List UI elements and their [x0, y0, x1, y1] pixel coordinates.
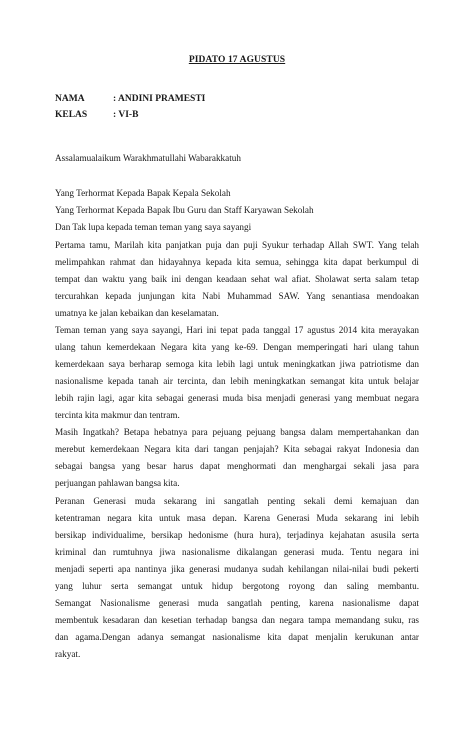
greeting-line: Dan Tak lupa kepada teman teman yang saya sayangi — [55, 222, 252, 232]
body-line: Semangat Nasionalisme generasi muda sangatlah penting, karena nasionalisme dapat — [55, 598, 419, 608]
body-line: merebut kemerdekaan Negara kita dari tangan penjajah? Kita sebagai rakyat Indonesia dan — [55, 444, 419, 454]
document-title: PIDATO 17 AGUSTUS — [188, 55, 286, 65]
body-line: menjadi seperti apa nantinya jika generasi mudanya sudah kehilangan nilai-nilai budi pekerti — [55, 564, 419, 574]
body-line: Teman teman yang saya sayangi, Hari ini tepat pada tanggal 17 agustus 2014 kita merayakan — [55, 325, 419, 335]
body-line: yang luhur serta semangat untuk hidup bergotong royong dan saling membantu. — [55, 581, 419, 591]
body-line: Masih Ingatkah? Betapa hebatnya para pejuang pejuang bangsa dalam mempertahankan dan — [55, 427, 419, 437]
body-line: umatnya ke jalan kebaikan dan keselamatan. — [55, 308, 219, 318]
body-line: Peranan Generasi muda sekarang ini sangatlah penting sekali demi kemajuan dan — [55, 496, 419, 506]
meta-label: NAMA — [55, 94, 85, 104]
meta-row-class — [55, 110, 138, 120]
body-line: tempat dan waktu yang baik ini dengan keadaan sehat wal afiat. Sholawat serta salam tetap — [55, 274, 419, 284]
meta-value: : ANDINI PRAMESTI — [113, 94, 206, 104]
meta-label: KELAS — [55, 110, 88, 120]
meta-value: : VI-B — [113, 110, 139, 120]
body-line: Pertama tamu, Marilah kita panjatkan puja dan puji Syukur terhadap Allah SWT. Yang telah — [55, 240, 419, 250]
meta-row-name — [55, 94, 205, 104]
body-line: tercinta kita makmur dan tentram. — [55, 410, 180, 420]
body-line: ketentraman negara kita untuk masa depan. Karena Generasi Muda sekarang ini lebih — [55, 513, 419, 523]
body-line: rakyat. — [55, 649, 81, 659]
body-line: kriminal dan rumtuhnya jiwa nasionalisme dikalangan generasi muda. Tentu negara ini — [55, 547, 419, 557]
body-line: sebagai bangsa yang besar harus dapat menghormati dan menghargai sekali jasa para — [55, 461, 419, 471]
body-line: bersikap individualime, bersikap hedonisme (hura hura), terjadinya kejahatan asusila serta — [55, 530, 419, 540]
body-line: membentuk kesadaran dan kesetian terhadap bangsa dan negara tampa memandang suku, ras — [55, 615, 419, 625]
body-line: perjuangan pahlawan bangsa kita. — [55, 478, 180, 488]
greeting-line: Yang Terhormat Kepada Bapak Kepala Sekolah — [55, 188, 231, 198]
body-line: lebih rajin lagi, agar kita sebagai generasi muda bisa menjadi generasi yang membuat negara — [55, 393, 419, 403]
body-line: ulang tahun kemerdekaan Negara kita yang ke-69. Dengan memperingati hari ulang tahun — [55, 342, 419, 352]
body-line: kemerdekaan saya berharap semoga kita lebih lagi untuk meningkatkan jiwa patriotisme dan — [55, 359, 419, 369]
greeting-line: Yang Terhormat Kepada Bapak Ibu Guru dan Staff Karyawan Sekolah — [55, 205, 314, 215]
body-line: melimpahkan rahmat dan hidayahnya kepada kita semua, sehingga kita dapat berkumpul di — [55, 257, 419, 267]
body-line: nasionalisme kepada tanah air tercinta, dan lebih meningkatkan semangat kita untuk belajar — [55, 376, 419, 386]
salam-line: Assalamualaikum Warakhmatullahi Wabarakkatuh — [55, 153, 241, 163]
body-line: tercurahkan kepada junjungan kita Nabi Muhammad SAW. Yang senantiasa mendoakan — [55, 291, 419, 301]
body-line: dan agama.Dengan adanya semangat nasionalisme kita dapat menjalin kerukunan antar — [55, 632, 419, 642]
